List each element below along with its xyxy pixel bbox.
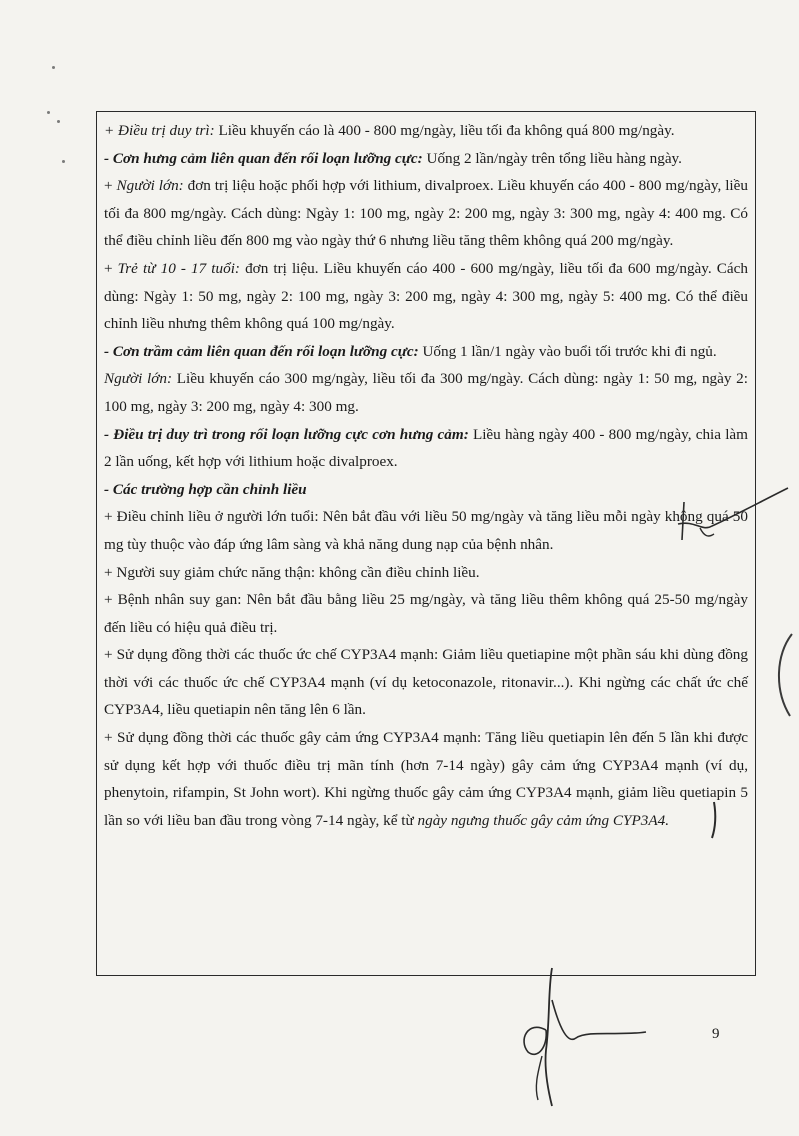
scan-speck bbox=[62, 160, 65, 163]
text-run: Liều khuyến cáo 300 mg/ngày, liều tối đa 300 mg/ngày. Cách dùng: ngày 1: 50 mg, ngày 2: 100 mg, ngày 3: 200 mg, ngày 4: 300 mg. bbox=[104, 370, 748, 415]
paragraph bbox=[104, 172, 748, 255]
italic-label: Người lớn: bbox=[116, 177, 184, 195]
handwritten-tick-mark bbox=[700, 800, 730, 840]
section-heading: - Điều trị duy trì trong rối loạn lưỡng cực cơn hưng cảm: bbox=[104, 425, 469, 443]
text-run: đơn trị liệu hoặc phối hợp với lithium, divalproex. Liều khuyến cáo 400 - 800 mg/ngày, liều tối đa 800 mg/ngày. Cách dùng: Ngày 1: 100 mg, ngày 2: 200 mg, ngày 3: 300 mg, ngày 4: 400 mg. Có thể điều chỉnh liều đến 800 mg vào ngày thứ 6 nhưng liều tăng thêm không quá 200 mg/ngày. bbox=[104, 177, 748, 250]
text-run: đơn trị liệu. Liều khuyến cáo 400 - 600 mg/ngày, liều tối đa 600 mg/ngày. Cách dùng: Ngày 1: 50 mg, ngày 2: 100 mg, ngày 3: 200 mg, ngày 4: 300 mg, ngày 5: 400 mg. Có thể điều chỉnh liều nhưng thêm không quá 100 mg/ngày. bbox=[104, 259, 748, 333]
paragraph bbox=[104, 421, 748, 476]
italic-label: + Điều trị duy trì: bbox=[104, 122, 215, 139]
text-run: Uống 1 lần/1 ngày vào buổi tối trước khi đi ngủ. bbox=[418, 342, 717, 360]
scan-speck bbox=[52, 66, 55, 69]
italic-label: ngày ngưng thuốc gây cảm ứng CYP3A4. bbox=[417, 811, 670, 829]
page-number: 9 bbox=[712, 1026, 720, 1042]
text-run: + bbox=[104, 259, 118, 277]
text-run: + Người suy giảm chức năng thận: không cần điều chỉnh liều. bbox=[104, 563, 480, 581]
paragraph bbox=[104, 255, 748, 338]
scan-speck bbox=[47, 111, 50, 114]
paragraph bbox=[104, 365, 748, 420]
text-run: + Sử dụng đồng thời các thuốc ức chế CYP3A4 mạnh: Giảm liều quetiapine một phần sáu khi dùng đồng thời với các thuốc ức chế CYP3A4 mạnh (ví dụ ketoconazole, ritonavir...). Khi ngừng các chất ức chế CYP3A4, liều quetiapin nên tăng lên 6 lần. bbox=[104, 646, 748, 719]
text-run: Liều hàng ngày 400 - 800 mg/ngày, chia làm 2 lần uống, kết hợp với lithium hoặc divalproex. bbox=[104, 425, 748, 471]
paragraph bbox=[104, 586, 748, 641]
section-heading: - Cơn hưng cảm liên quan đến rối loạn lưỡng cực: bbox=[104, 149, 423, 167]
text-run: Liều khuyến cáo là 400 - 800 mg/ngày, liều tối đa không quá 800 mg/ngày. bbox=[214, 122, 675, 139]
italic-label: Trẻ từ 10 - 17 tuổi: bbox=[117, 259, 240, 277]
text-run: + Điều chỉnh liều ở người lớn tuổi: Nên bắt đầu với liều 50 mg/ngày và tăng liều mỗi ngày không quá 50 mg tùy thuộc vào đáp ứng lâm sàng và khả năng dung nạp của bệnh nhân. bbox=[104, 508, 748, 553]
punch-hole-edge bbox=[770, 630, 799, 720]
text-run: + Bệnh nhân suy gan: Nên bắt đầu bằng liều 25 mg/ngày, và tăng liều thêm không quá 25-50 mg/ngày đến liều có hiệu quả điều trị. bbox=[104, 591, 748, 636]
document-body bbox=[104, 117, 748, 834]
text-run: + Sử dụng đồng thời các thuốc gây cảm ứng CYP3A4 mạnh: Tăng liều quetiapin lên đến 5 lần khi được sử dụng kết hợp với thuốc điều trị mãn tính (hơn 7-14 ngày) gây cảm ứng CYP3A4 mạnh (ví dụ, phenytoin, rifampin, St John wort). Khi ngừng thuốc gây cảm ứng CYP3A4 mạnh, giảm liều quetiapin 5 lần so với liều ban đầu trong vòng 7-14 ngày, kể từ bbox=[104, 729, 748, 829]
paragraph bbox=[104, 641, 748, 724]
paragraph bbox=[104, 338, 748, 366]
paragraph bbox=[104, 559, 748, 587]
section-heading: - Cơn trầm cảm liên quan đến rối loạn lưỡng cực: bbox=[104, 342, 419, 360]
italic-label: Người lớn: bbox=[104, 370, 173, 388]
section-heading: - Các trường hợp cần chỉnh liều bbox=[104, 480, 307, 498]
text-run: Uống 2 lần/ngày trên tổng liều hàng ngày. bbox=[422, 149, 682, 167]
paragraph bbox=[104, 724, 748, 834]
handwritten-initial-mark bbox=[640, 480, 790, 560]
handwritten-signature bbox=[508, 960, 648, 1110]
paragraph bbox=[104, 117, 748, 145]
scan-speck bbox=[57, 120, 60, 123]
paragraph bbox=[104, 145, 748, 173]
text-run: + bbox=[104, 177, 117, 195]
